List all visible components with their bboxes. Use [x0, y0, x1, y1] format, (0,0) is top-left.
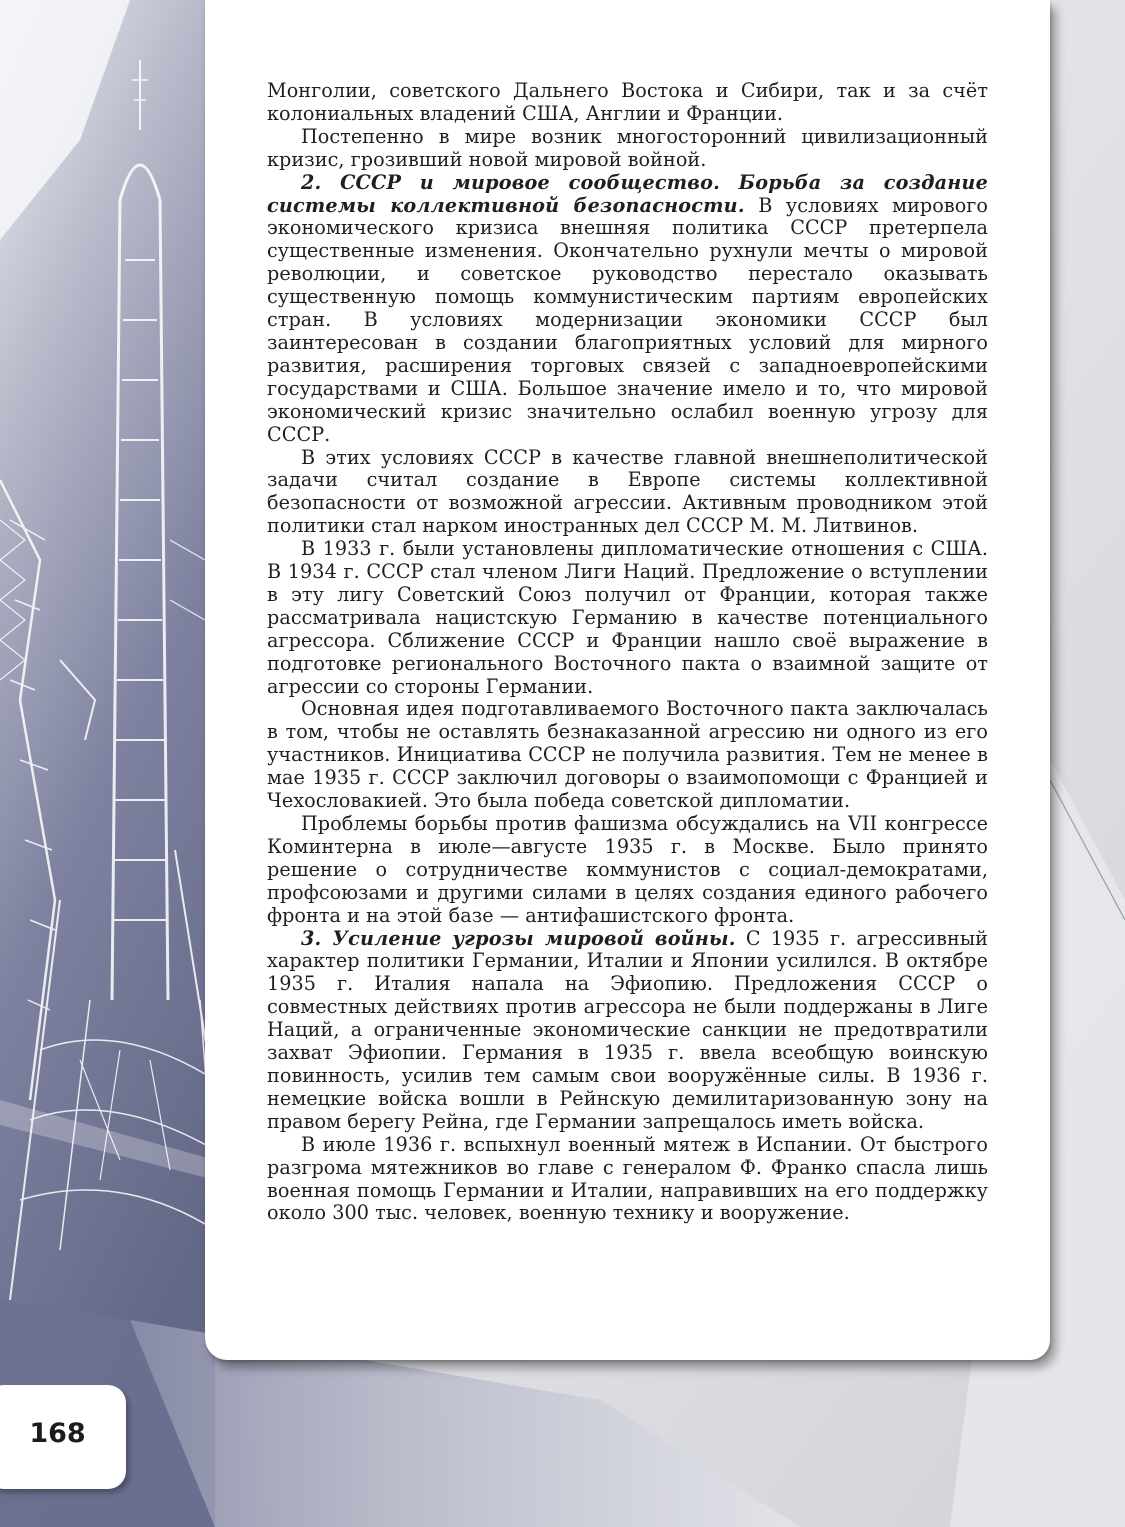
- paragraph-text: В этих условиях СССР в качестве главной внешнеполитической задачи считал создание в Европе системы коллективной безопасности от возможной агрессии. Активным проводником этой политики стал нарком иностранных дел СССР М. М. Литвинов.: [267, 445, 988, 538]
- paragraph-text: С 1935 г. агрессивный характер политики Германии, Италии и Японии усилился. В октябре 1935 г. Италия напала на Эфиопию. Предложения СССР о совместных действиях против агрессора не были поддержаны в Лиге Наций, а ограниченные экономические санкции не предотвратили захват Эфиопии. Германия в 1935 г. ввела всеобщую воинскую повинность, усилив тем самым свои вооружённые силы. В 1936 г. немецкие войска вошли в Рейнскую демилитаризованную зону на правом берегу Рейна, где Германии запрещалось иметь войска.: [267, 926, 988, 1133]
- page-number: 168: [29, 1418, 86, 1449]
- paragraph-text: Проблемы борьбы против фашизма обсуждались на VII конгрессе Коминтерна в июле—августе 1935 г. в Москве. Было принято решение о сотрудничестве коммунистов с социал-демократами, профсоюзами и другими силами в целях создания единого рабочего фронта и на этой базе — антифашистского фронта.: [267, 812, 988, 927]
- paragraph-text: В июле 1936 г. вспыхнул военный мятеж в Испании. От быстрого разгрома мятежников во главе с генералом Ф. Франко спасла лишь военная помощь Германии и Италии, направивших на его поддержку около 300 тыс. человек, военную технику и вооружение.: [267, 1132, 988, 1225]
- paragraph-1: [267, 80, 988, 126]
- paragraph-6: [267, 698, 988, 813]
- paragraph-2: [267, 126, 988, 172]
- paragraph-8: [267, 928, 988, 1134]
- paragraph-4: [267, 447, 988, 539]
- paragraph-7: [267, 813, 988, 928]
- paragraph-text: Постепенно в мире возник многосторонний цивилизационный кризис, грозивший новой мировой войной.: [267, 124, 988, 171]
- paragraph-5: [267, 538, 988, 698]
- paragraph-9: [267, 1134, 988, 1226]
- paragraph-text: Основная идея подготавливаемого Восточного пакта заключалась в том, чтобы не оставлять безнаказанной агрессию ни одного из его участников. Инициатива СССР не получила развития. Тем не менее в мае 1935 г. СССР заключил договоры о взаимопомощи с Францией и Чехословакией. Это была победа советской дипломатии.: [267, 697, 988, 813]
- paragraph-text: В 1933 г. были установлены дипломатические отношения с США. В 1934 г. СССР стал членом Лиги Наций. Предложение о вступлении в эту лигу Советский Союз получил от Франции, которая также рассматривала нацистскую Германию в качестве потенциального агрессора. Сближение СССР и Франции нашло своё выражение в подготовке регионального Восточного пакта о взаимной защите от агрессии со стороны Германии.: [267, 537, 988, 698]
- paragraph-text: Монголии, советского Дальнего Востока и Сибири, так и за счёт колониальных владений США, Англии и Франции.: [267, 79, 988, 125]
- section-title-2: 2. СССР и мировое сообщество. Борьба за создание системы коллективной безопасности.: [267, 170, 988, 217]
- text-panel: [205, 0, 1050, 1360]
- paragraph-3: [267, 172, 988, 447]
- paragraph-text: В условиях мирового экономического кризиса внешняя политика СССР претерпела существенные изменения. Окончательно рухнули мечты о мировой революции, и советское руководство перестало оказывать существенную помощь коммунистическим партиям европейских стран. В условиях модернизации экономики СССР был заинтересован в создании благоприятных условий для мирного развития, расширения торговых связей с западноевропейскими государствами и США. Большое значение имело и то, что мировой экономический кризис значительно ослабил военную угрозу для СССР.: [267, 193, 989, 446]
- section-title-3: 3. Усиление угрозы мировой войны.: [301, 926, 736, 950]
